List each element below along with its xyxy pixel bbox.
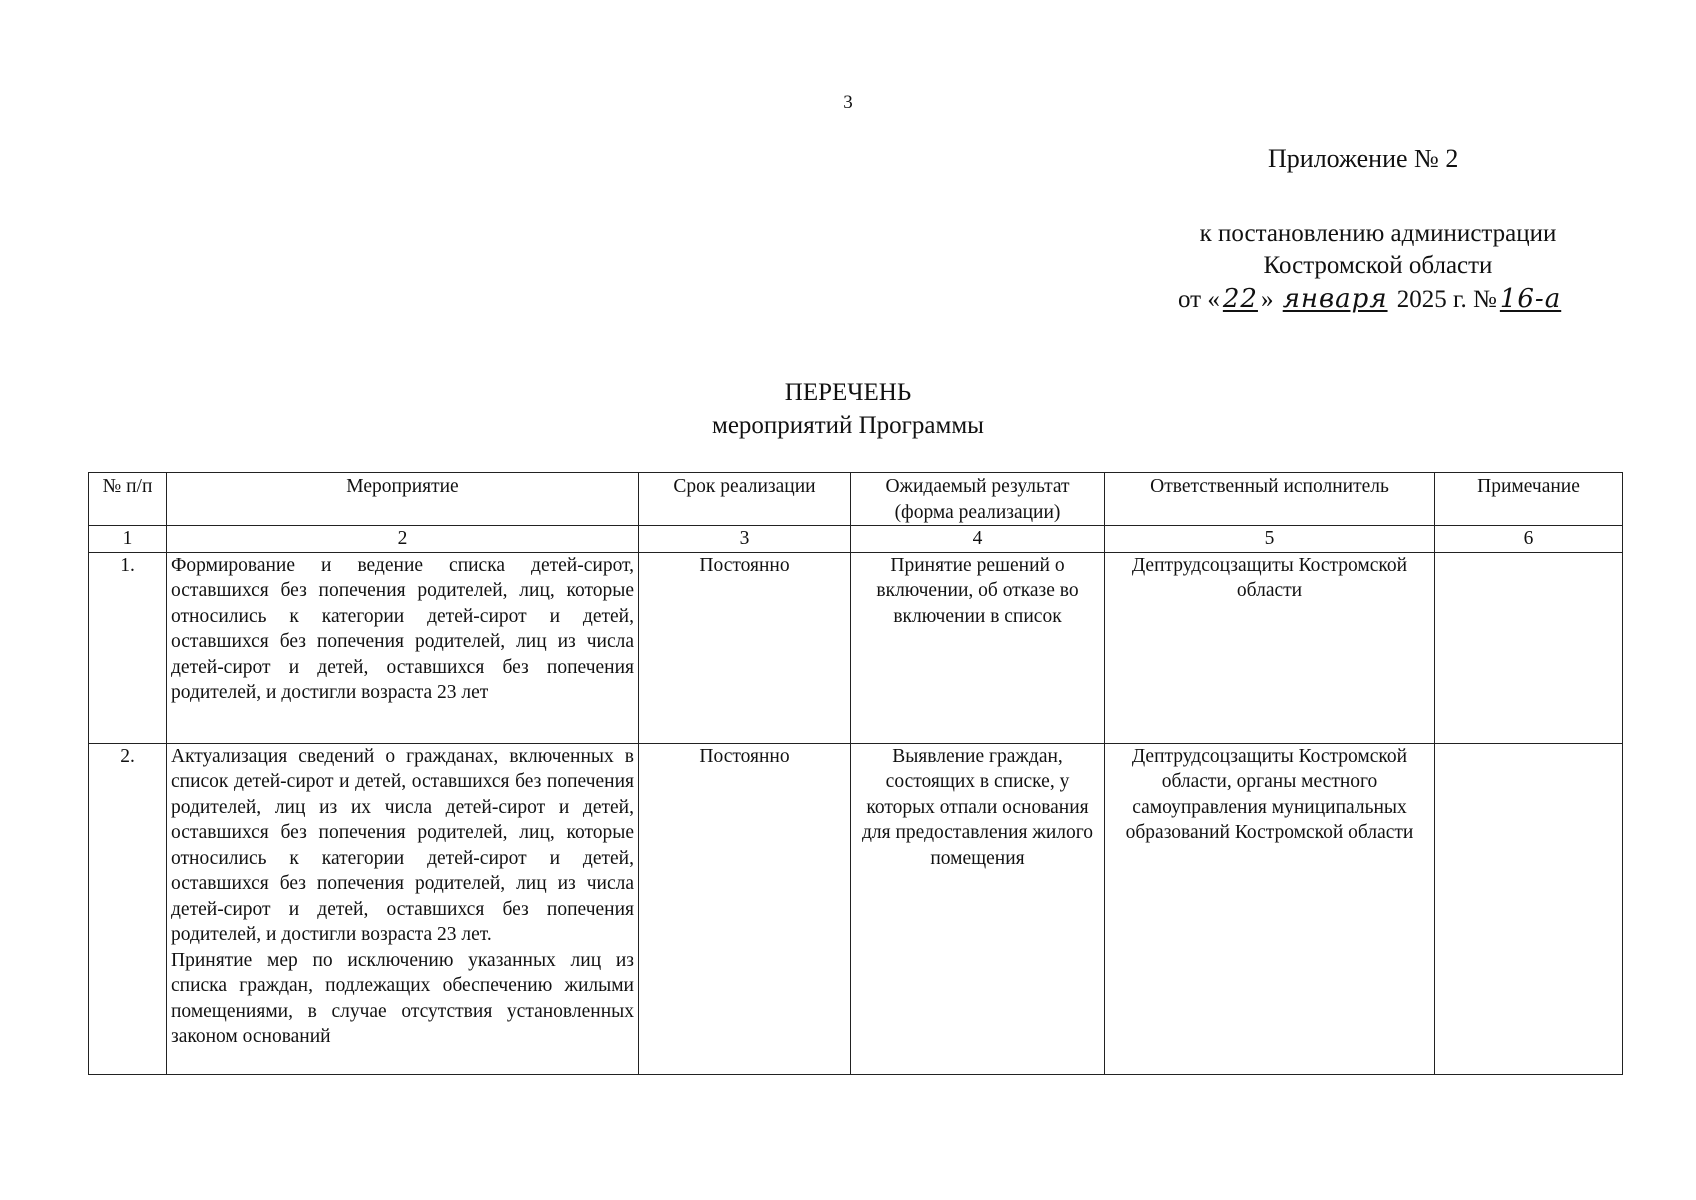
appendix-reference	[1158, 218, 1598, 282]
date-mid: »	[1260, 286, 1274, 313]
date-year: 2025 г. №	[1396, 286, 1497, 313]
document-title	[0, 376, 1696, 442]
row-responsible: Дептрудсоцзащиты Костромской области	[1105, 552, 1435, 743]
measures-table	[88, 472, 1623, 1075]
decree-number-handwritten: 16-а	[1499, 284, 1562, 314]
date-prefix: от «	[1178, 286, 1220, 313]
header-term: Срок реализации	[639, 473, 851, 526]
header-num: № п/п	[89, 473, 167, 526]
row-result: Принятие решений о включении, об отказе во включении в список	[851, 552, 1105, 743]
table-row	[89, 743, 1623, 1074]
row-number: 1.	[89, 552, 167, 743]
row-note	[1435, 743, 1623, 1074]
column-number: 2	[167, 526, 639, 553]
row-note	[1435, 552, 1623, 743]
title-line-2: мероприятий Программы	[712, 412, 984, 439]
column-number: 6	[1435, 526, 1623, 553]
header-result: Ожидаемый результат (форма реализации)	[851, 473, 1105, 526]
title-line-1: ПЕРЕЧЕНЬ	[784, 379, 912, 406]
row-result: Выявление граждан, состоящих в списке, у которых отпали основания для предоставления жилого помещения	[851, 743, 1105, 1074]
region-name: Костромской области	[1263, 252, 1493, 279]
column-number: 5	[1105, 526, 1435, 553]
row-term: Постоянно	[639, 552, 851, 743]
column-number: 4	[851, 526, 1105, 553]
date-day-handwritten: 22	[1222, 284, 1258, 314]
header-note: Примечание	[1435, 473, 1623, 526]
row-activity: Актуализация сведений о гражданах, включенных в список детей-сирот и детей, оставшихся без попечения родителей, лиц из их числа детей-сирот и детей, оставшихся без попечения родителей, лиц, которые относились к категории детей-сирот и детей, оставшихся без попечения родителей, лиц из числа детей-сирот и детей, оставшихся без попечения родителей, и достигли возраста 23 лет.	[171, 745, 634, 945]
header-responsible: Ответственный исполнитель	[1105, 473, 1435, 526]
appendix-title: Приложение № 2	[1268, 144, 1459, 173]
column-numbers-row	[89, 526, 1623, 553]
row-activity-cell	[167, 743, 639, 1074]
column-number: 3	[639, 526, 851, 553]
row-activity: Формирование и ведение списка детей-сирот, оставшихся без попечения родителей, лиц, которые относились к категории детей-сирот и детей, оставшихся без попечения родителей, лиц из числа детей-сирот и детей, оставшихся без попечения родителей, и достигли возраста 23 лет	[167, 552, 639, 743]
table-row	[89, 552, 1623, 743]
row-term: Постоянно	[639, 743, 851, 1074]
row-number: 2.	[89, 743, 167, 1074]
header-activity: Мероприятие	[167, 473, 639, 526]
row-responsible: Дептрудсоцзащиты Костромской области, органы местного самоуправления муниципальных образований Костромской области	[1105, 743, 1435, 1074]
row-activity-extra: Принятие мер по исключению указанных лиц из списка граждан, подлежащих обеспечению жилыми помещениями, в случае отсутствия установленных законом оснований	[171, 949, 634, 1047]
column-number: 1	[89, 526, 167, 553]
page-number: 3	[843, 92, 853, 113]
decree-reference: к постановлению администрации	[1199, 220, 1557, 247]
decree-date-line	[1178, 284, 1564, 314]
date-month-handwritten: января	[1282, 284, 1388, 314]
table-header-row	[89, 473, 1623, 526]
